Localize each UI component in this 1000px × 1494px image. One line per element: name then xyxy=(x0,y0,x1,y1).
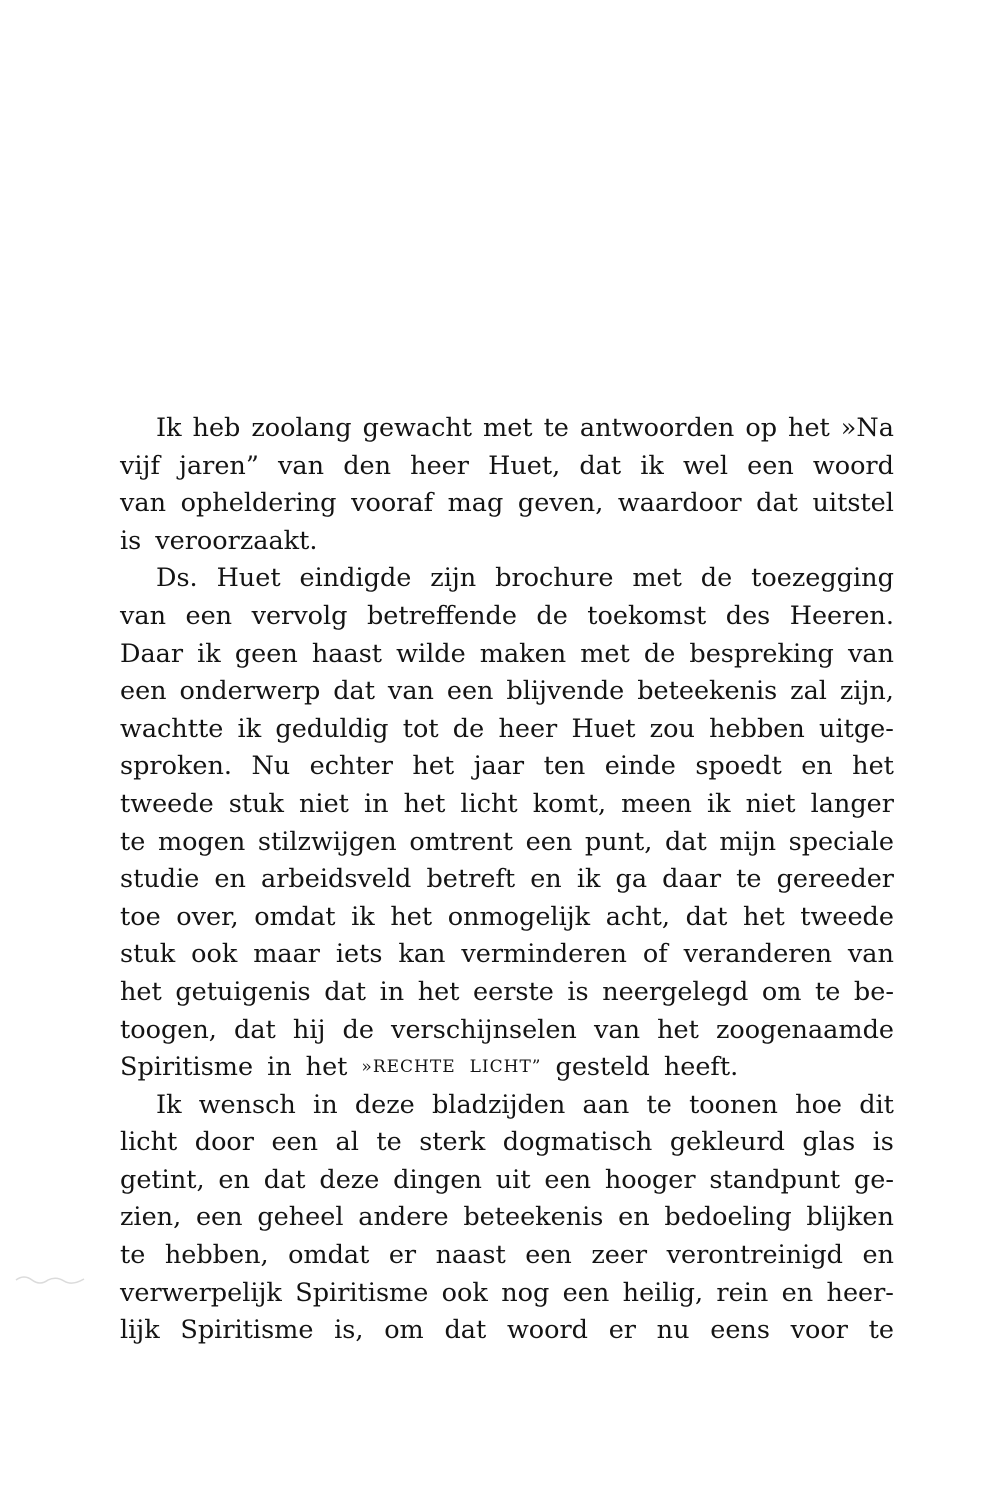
scan-smudge xyxy=(14,1272,94,1286)
word: niet xyxy=(298,788,349,819)
word: punt, xyxy=(584,826,653,857)
word: toonen xyxy=(689,1089,778,1120)
text-line xyxy=(120,598,894,636)
word: lijk xyxy=(120,1315,160,1346)
text-line xyxy=(120,560,894,598)
word: wilde xyxy=(396,638,466,669)
word: dat xyxy=(579,450,622,481)
text-line xyxy=(120,786,894,824)
word: te xyxy=(815,976,841,1007)
word: eens xyxy=(710,1315,770,1346)
word: uitstel xyxy=(812,488,894,519)
word: zijn xyxy=(430,563,477,594)
text-line xyxy=(120,1312,894,1350)
word: het xyxy=(852,751,894,782)
word: ga xyxy=(615,864,648,895)
word: mijn xyxy=(719,826,777,857)
word: verminderen xyxy=(461,939,627,970)
word: verontreinigd xyxy=(666,1240,843,1271)
word: heeft. xyxy=(663,1052,739,1083)
word: dingen xyxy=(393,1164,482,1195)
word: te xyxy=(543,413,569,443)
word: te xyxy=(646,1089,672,1120)
word: woord xyxy=(506,1315,588,1346)
word: veroorzaakt. xyxy=(155,525,318,556)
word: waardoor xyxy=(617,488,742,519)
text-line xyxy=(120,974,894,1012)
word: zou xyxy=(649,713,695,744)
word: het xyxy=(403,788,446,819)
word: een xyxy=(544,1164,591,1195)
word: dat xyxy=(234,1014,276,1045)
word: komt, xyxy=(532,788,607,819)
body-text xyxy=(120,410,894,1350)
word: Ik xyxy=(156,413,182,443)
word: ik xyxy=(640,450,664,481)
word: te xyxy=(736,864,762,895)
word: Ds. xyxy=(156,563,198,594)
text-line xyxy=(120,523,894,561)
word: ge- xyxy=(853,1164,894,1195)
word: de xyxy=(700,563,733,594)
word: dat xyxy=(333,676,376,707)
word: getuigenis xyxy=(175,976,311,1007)
word: Huet xyxy=(216,563,281,594)
word: aan xyxy=(582,1089,630,1120)
word: is xyxy=(872,1127,894,1158)
paragraph xyxy=(120,410,894,560)
word: ten xyxy=(543,751,586,782)
word: kan xyxy=(398,939,446,970)
word: ook xyxy=(441,1277,488,1308)
word: gesteld xyxy=(555,1052,650,1083)
word: met xyxy=(632,563,682,594)
word: in xyxy=(379,976,405,1007)
word: te xyxy=(120,826,146,857)
word: brochure xyxy=(495,563,614,594)
text-line xyxy=(120,1162,894,1200)
word: een xyxy=(747,450,794,481)
text-line xyxy=(120,824,894,862)
word: tot xyxy=(402,713,439,744)
word: ik xyxy=(576,864,601,895)
word: niet xyxy=(745,788,796,819)
word: langer xyxy=(810,788,894,819)
word: te xyxy=(376,1127,402,1158)
word: op xyxy=(745,413,778,443)
word: zien, xyxy=(120,1202,182,1233)
word: maar xyxy=(253,939,320,970)
word: de xyxy=(342,1014,374,1045)
word: zoolang xyxy=(251,413,352,443)
word: standpunt xyxy=(709,1164,841,1195)
word: dogmatisch xyxy=(502,1127,653,1158)
word: deze xyxy=(354,1089,415,1120)
word: bespreking xyxy=(689,638,834,669)
word: maken xyxy=(479,638,567,669)
text-line xyxy=(120,448,894,486)
word: gereeder xyxy=(776,864,894,895)
word: beteekenis xyxy=(463,1202,604,1233)
word: bedoeling xyxy=(664,1202,792,1233)
word: van xyxy=(120,600,167,631)
word: Huet, xyxy=(488,450,561,481)
word: een xyxy=(195,1202,243,1233)
text-line xyxy=(120,1049,894,1087)
word: een xyxy=(185,600,233,631)
word: dat xyxy=(756,488,798,519)
word: toezegging xyxy=(751,563,894,594)
word: in xyxy=(363,788,389,819)
word: ook xyxy=(191,939,238,970)
word: en xyxy=(801,751,833,782)
word: gekleurd xyxy=(669,1127,785,1158)
word: een xyxy=(525,826,573,857)
word: antwoorden xyxy=(579,413,735,443)
paragraph xyxy=(120,560,894,1086)
word: mag xyxy=(447,488,504,519)
word: daar xyxy=(662,864,722,895)
text-line xyxy=(120,861,894,899)
word: beteekenis xyxy=(637,676,778,707)
word: tweede xyxy=(120,788,214,819)
word: eerste xyxy=(473,976,554,1007)
word: heer xyxy=(498,713,558,744)
word: glas xyxy=(802,1127,856,1158)
word: te xyxy=(868,1315,894,1346)
word: is xyxy=(567,976,589,1007)
word: zijn, xyxy=(839,676,894,707)
word: van xyxy=(278,450,325,481)
word: onmogelijk xyxy=(447,901,591,932)
word: jaar xyxy=(473,751,525,782)
word: jaren” xyxy=(179,450,259,481)
word: nog xyxy=(501,1277,550,1308)
word: voor xyxy=(790,1315,848,1346)
word: den xyxy=(343,450,392,481)
word: en xyxy=(218,1164,250,1195)
word: Spiritisme xyxy=(295,1277,429,1308)
text-line xyxy=(120,1275,894,1313)
text-line xyxy=(120,673,894,711)
word: van xyxy=(847,638,894,669)
word: al xyxy=(335,1127,359,1158)
word: is, xyxy=(334,1315,364,1346)
word: het xyxy=(120,976,162,1007)
word: te xyxy=(120,1240,146,1271)
word: omtrent xyxy=(409,826,514,857)
word: en xyxy=(618,1202,650,1233)
word: met xyxy=(580,638,630,669)
word: uitge- xyxy=(819,713,894,744)
word: tweede xyxy=(800,901,894,932)
word: Nu xyxy=(251,751,291,782)
word: van xyxy=(120,488,167,519)
word: betreft xyxy=(426,864,516,895)
word: om xyxy=(384,1315,424,1346)
word: de xyxy=(643,638,676,669)
paragraph xyxy=(120,1087,894,1350)
word: of xyxy=(642,939,668,970)
word: uit xyxy=(495,1164,531,1195)
word: eindigde xyxy=(299,563,412,594)
word: Huet xyxy=(571,713,636,744)
word: in xyxy=(267,1052,292,1083)
word: het xyxy=(390,901,433,932)
word: door xyxy=(194,1127,254,1158)
word: het xyxy=(742,901,785,932)
word: heilig, xyxy=(622,1277,704,1308)
word: Heeren. xyxy=(789,600,894,631)
word: ik xyxy=(197,638,221,669)
word: gewacht xyxy=(362,413,473,443)
word: hoe xyxy=(795,1089,843,1120)
word: licht xyxy=(460,788,518,819)
word: ik xyxy=(706,788,731,819)
word: hebben, xyxy=(164,1240,269,1271)
word: vooraf xyxy=(351,488,434,519)
word: vijf xyxy=(120,450,160,481)
word: stuk xyxy=(228,788,284,819)
word: Ik xyxy=(156,1089,182,1120)
word: geven, xyxy=(517,488,604,519)
word: getint, xyxy=(120,1164,205,1195)
word: in xyxy=(313,1089,338,1120)
word: en xyxy=(862,1240,894,1271)
word: dat xyxy=(664,826,707,857)
word: »Na xyxy=(840,413,894,443)
word: een xyxy=(446,676,494,707)
word: wachtte xyxy=(120,713,224,744)
word: zoogenaamde xyxy=(716,1014,894,1045)
word: acht, xyxy=(605,901,670,932)
word: het xyxy=(412,751,455,782)
word: zeer xyxy=(591,1240,648,1271)
word: Spiritisme xyxy=(120,1052,254,1083)
word: geheel xyxy=(257,1202,344,1233)
word: Daar xyxy=(120,638,184,669)
word: er xyxy=(608,1315,636,1346)
word: de xyxy=(452,713,485,744)
word: arbeidsveld xyxy=(261,864,412,895)
word: nu xyxy=(656,1315,690,1346)
word: heb xyxy=(192,413,241,443)
word: hebben xyxy=(709,713,805,744)
word: is xyxy=(120,525,142,556)
word: toekomst xyxy=(587,600,707,631)
word: om xyxy=(761,976,802,1007)
text-line xyxy=(120,410,894,448)
word: meen xyxy=(621,788,692,819)
word: be- xyxy=(853,976,894,1007)
word: opheldering xyxy=(180,488,337,519)
word: het xyxy=(657,1014,699,1045)
word: vervolg xyxy=(251,600,348,631)
word: wel xyxy=(682,450,729,481)
word: een xyxy=(120,676,167,707)
word: echter xyxy=(309,751,393,782)
word: des xyxy=(725,600,771,631)
word: blijken xyxy=(806,1202,894,1233)
word: van xyxy=(847,939,894,970)
word: omdat xyxy=(288,1240,370,1271)
word: toogen, xyxy=(120,1014,217,1045)
word: hooger xyxy=(604,1164,696,1195)
word: hij xyxy=(292,1014,326,1045)
word: dat xyxy=(263,1164,306,1195)
word: het xyxy=(417,976,460,1007)
text-line xyxy=(120,748,894,786)
word: dit xyxy=(859,1089,894,1120)
text-line xyxy=(120,1087,894,1125)
text-line xyxy=(120,1012,894,1050)
word: sterk xyxy=(419,1127,486,1158)
word: een xyxy=(525,1240,572,1271)
text-line xyxy=(120,485,894,523)
text-line xyxy=(120,899,894,937)
word: geduldig xyxy=(275,713,389,744)
word: het xyxy=(305,1052,348,1083)
word: een xyxy=(562,1277,610,1308)
word: ik xyxy=(237,713,262,744)
word: dat xyxy=(685,901,728,932)
word: wensch xyxy=(198,1089,296,1120)
word: zal xyxy=(790,676,827,707)
word: speciale xyxy=(788,826,894,857)
word: stuk xyxy=(120,939,176,970)
word: toe xyxy=(120,901,161,932)
text-line xyxy=(120,1124,894,1162)
word: woord xyxy=(812,450,894,481)
word: Spiritisme xyxy=(180,1315,314,1346)
word: van xyxy=(593,1014,641,1045)
word: stilzwijgen xyxy=(257,826,397,857)
word: dat xyxy=(324,976,366,1007)
text-line xyxy=(120,1199,894,1237)
text-line xyxy=(120,711,894,749)
word: verwerpelijk xyxy=(120,1277,282,1308)
word: »RECHTE xyxy=(361,1057,456,1078)
word: heer xyxy=(410,450,469,481)
word: sproken. xyxy=(120,751,233,782)
text-line xyxy=(120,936,894,974)
word: over, xyxy=(176,901,239,932)
word: met xyxy=(483,413,533,443)
word: veranderen xyxy=(683,939,832,970)
word: een xyxy=(271,1127,319,1158)
word: omdat xyxy=(254,901,336,932)
word: licht xyxy=(120,1127,178,1158)
word: bladzijden xyxy=(431,1089,566,1120)
word: haast xyxy=(311,638,383,669)
word: mogen xyxy=(157,826,246,857)
word: er xyxy=(388,1240,417,1271)
word: betreffende xyxy=(366,600,517,631)
text-line xyxy=(120,636,894,674)
word: en xyxy=(530,864,562,895)
word: studie xyxy=(120,864,200,895)
word: en xyxy=(781,1277,814,1308)
word: geen xyxy=(234,638,298,669)
word: naast xyxy=(435,1240,506,1271)
word: LICHT” xyxy=(469,1057,542,1078)
word: rein xyxy=(716,1277,769,1308)
word: de xyxy=(536,600,568,631)
word: deze xyxy=(319,1164,380,1195)
word: onderwerp xyxy=(179,676,321,707)
word: van xyxy=(387,676,434,707)
word: heer- xyxy=(826,1277,894,1308)
word: neergelegd xyxy=(602,976,749,1007)
word: dat xyxy=(444,1315,487,1346)
word: iets xyxy=(335,939,383,970)
word: einde xyxy=(604,751,676,782)
word: spoedt xyxy=(695,751,782,782)
text-line xyxy=(120,1237,894,1275)
word: verschijnselen xyxy=(391,1014,577,1045)
word: en xyxy=(214,864,246,895)
word: ik xyxy=(351,901,375,932)
word: andere xyxy=(358,1202,449,1233)
word: blijvende xyxy=(506,676,625,707)
word: het xyxy=(788,413,830,443)
